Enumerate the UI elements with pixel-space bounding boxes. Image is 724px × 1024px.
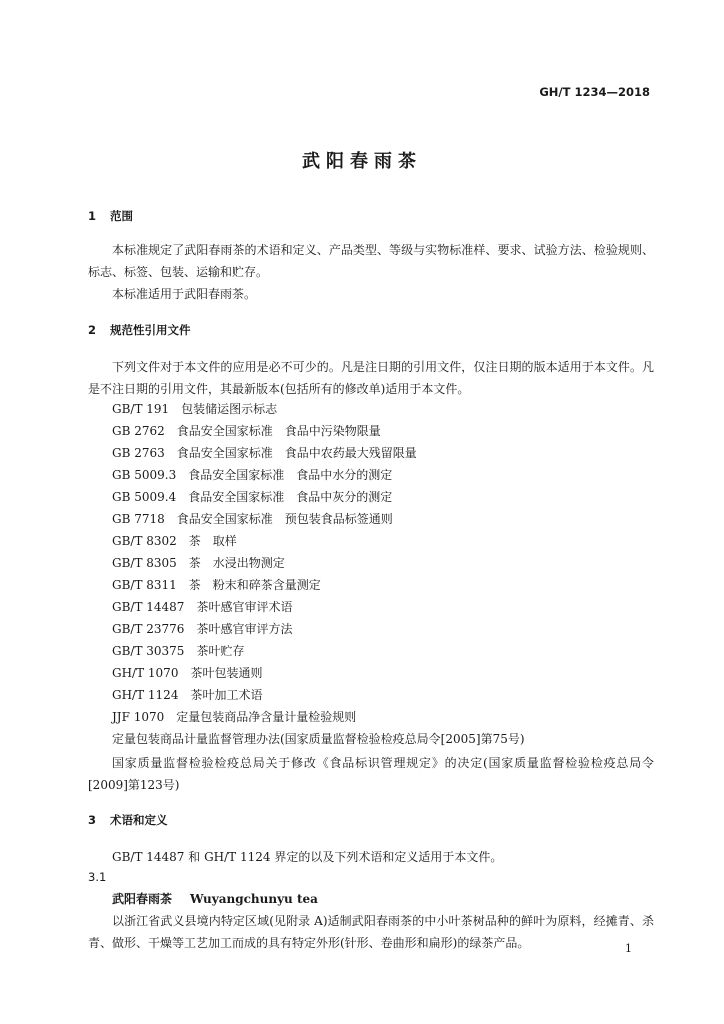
reference-item: GB/T 8302 茶 取样 [112, 534, 237, 548]
reference-item: GB 7718 食品安全国家标准 预包装食品标签通则 [112, 512, 393, 526]
normative-references-intro: 下列文件对于本文件的应用是必不可少的。凡是注日期的引用文件，仅注日期的版本适用于本文件。凡是不注日期的引用文件，其最新版本(包括所有的修改单)适用于本文件。 [88, 360, 654, 396]
section-number: 3 [88, 813, 97, 827]
reference-item: GH/T 1070 茶叶包装通则 [112, 666, 263, 680]
reference-item: 定量包装商品计量监督管理办法(国家质量监督检验检疫总局令[2005]第75号) [112, 732, 525, 746]
clause-number: 3.1 [88, 870, 107, 884]
section-title: 术语和定义 [110, 813, 168, 827]
section-2-heading [88, 322, 191, 338]
reference-item: GB/T 8305 茶 水浸出物测定 [112, 556, 285, 570]
reference-item: GB/T 30375 茶叶贮存 [112, 644, 245, 658]
reference-item: GB/T 191 包装储运图示标志 [112, 402, 278, 416]
term-chinese: 武阳春雨茶 [112, 892, 173, 906]
reference-item: JJF 1070 定量包装商品净含量计量检验规则 [112, 710, 357, 724]
reference-item: GH/T 1124 茶叶加工术语 [112, 688, 263, 702]
reference-item: GB 2763 食品安全国家标准 食品中农药最大残留限量 [112, 446, 417, 460]
term-definition: 以浙江省武义县境内特定区域(见附录 A)适制武阳春雨茶的中小叶茶树品种的鲜叶为原料，经摊青、杀青、做形、干燥等工艺加工而成的具有特定外形(针形、卷曲形和扁形)的绿茶产品。 [88, 914, 654, 950]
reference-item: GB 2762 食品安全国家标准 食品中污染物限量 [112, 424, 381, 438]
reference-item: GB/T 8311 茶 粉末和碎茶含量测定 [112, 578, 321, 592]
section-3-heading [88, 812, 168, 828]
term-entry [112, 890, 318, 907]
section-1-heading [88, 208, 133, 224]
terms-intro: GB/T 14487 和 GH/T 1124 界定的以及下列术语和定义适用于本文件。 [112, 850, 503, 864]
section-title: 规范性引用文件 [110, 323, 191, 337]
standard-number: GH/T 1234—2018 [539, 85, 650, 99]
document-title: 武阳春雨茶 [302, 151, 422, 172]
reference-item: GB 5009.4 食品安全国家标准 食品中灰分的测定 [112, 490, 393, 504]
section-number: 2 [88, 323, 97, 337]
scope-paragraph-2: 本标准适用于武阳春雨茶。 [112, 287, 257, 301]
reference-item: GB/T 23776 茶叶感官审评方法 [112, 622, 293, 636]
reference-item: GB 5009.3 食品安全国家标准 食品中水分的测定 [112, 468, 393, 482]
reference-item: GB/T 14487 茶叶感官审评术语 [112, 600, 293, 614]
page-number: 1 [625, 942, 632, 955]
scope-paragraph-1: 本标准规定了武阳春雨茶的术语和定义、产品类型、等级与实物标准样、要求、试验方法、检验规则、标志、标签、包装、运输和贮存。 [88, 243, 654, 279]
section-title: 范围 [110, 209, 133, 223]
reference-item-wrapped: 国家质量监督检验检疫总局关于修改《食品标识管理规定》的决定(国家质量监督检验检疫总局令[2009]第123号) [88, 756, 654, 792]
term-english: Wuyangchunyu tea [190, 892, 318, 906]
section-number: 1 [88, 209, 97, 223]
